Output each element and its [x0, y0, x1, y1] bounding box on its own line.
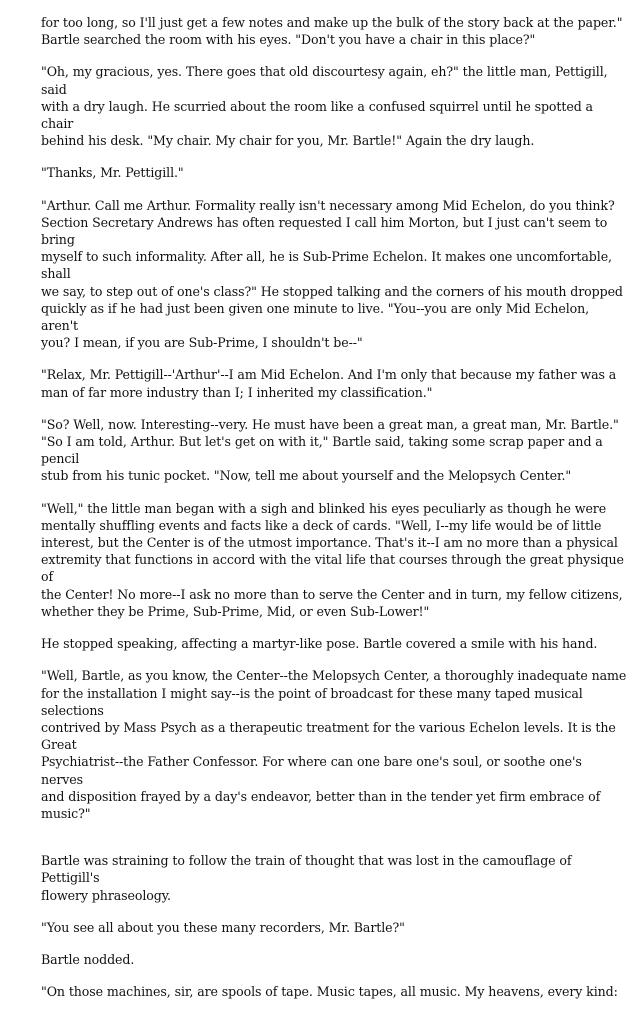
paragraph: Bartle nodded. — [41, 951, 135, 967]
paragraph: "So I am told, Arthur. But let's get on with it," Bartle said, taking some scrap paper and a pencil stub from his tunic pocket. "Now, tell me about yourself and the Melopsych Center." — [41, 434, 603, 484]
paragraph: "So? Well, now. Interesting--very. He must have been a great man, a great man, Mr. Bartle." — [41, 416, 619, 432]
paragraph: "Arthur. Call me Arthur. Formality really isn't necessary among Mid Echelon, do you think? Section Secretary Andrews has often requested I call him Morton, but I just can't seem to bring myself to such informality. After all, he is Sub-Prime Echelon. It makes one uncomfortable, shall we say, to step out of one's class?" He stopped talking and the corners of his mouth dropped quickly as if he had just been given one minute to live. "You--you are only Mid Echelon, aren't you? I mean, if you are Sub-Prime, I shouldn't be--" — [41, 197, 623, 351]
paragraph: "Well," the little man began with a sigh and blinked his eyes peculiarly as though he were mentally shuffling events and facts like a deck of cards. "Well, I--my life would be of little interest, but the Center is of the utmost importance. That's it--I am no more than a physical extremity that functions in accord with the vital life that courses through the great physique of the Center! No more--I ask no more than to serve the Center and in turn, my fellow citizens, whether they be Prime, Sub-Prime, Mid, or even Sub-Lower!" — [41, 500, 624, 619]
paragraph: "Oh, my gracious, yes. There goes that old discourtesy again, eh?" the little man, Pettigill, said with a dry laugh. He scurried about the room like a confused squirrel until he spotted a chair behind his desk. "My chair. My chair for you, Mr. Bartle!" Again the dry laugh. — [41, 64, 608, 149]
paragraph: He stopped speaking, affecting a martyr-like pose. Bartle covered a smile with his hand. — [41, 636, 598, 652]
paragraph: "On those machines, sir, are spools of tape. Music tapes, all music. My heavens, every kind: — [41, 984, 618, 1000]
paragraph: Bartle was straining to follow the train of thought that was lost in the camouflage of Pettigill's flowery phraseology. — [41, 853, 572, 903]
paragraph: for too long, so I'll just get a few notes and make up the bulk of the story back at the paper." Bartle searched the room with his eyes. "Don't you have a chair in this place?" — [41, 15, 623, 48]
paragraph: "Well, Bartle, as you know, the Center--the Melopsych Center, a thoroughly inadequate name for the installation I might say--is the point of broadcast for these many taped musical selections contrived by Mass Psych as a therapeutic treatment for the various Echelon levels. It is the Great Psychiatrist--the Father Confessor. For where can one bare one's soul, or soothe one's nerves and disposition frayed by a day's endeavor, better than in the tender yet firm embrace of music?" — [41, 668, 627, 821]
paragraph: "You see all about you these many recorders, Mr. Bartle?" — [41, 919, 405, 935]
paragraph: "Thanks, Mr. Pettigill." — [41, 165, 184, 181]
document-page — [41, 14, 627, 1015]
paragraph: "Relax, Mr. Pettigill--'Arthur'--I am Mid Echelon. And I'm only that because my father was a man of far more industry than I; I inherited my classification." — [41, 367, 617, 400]
